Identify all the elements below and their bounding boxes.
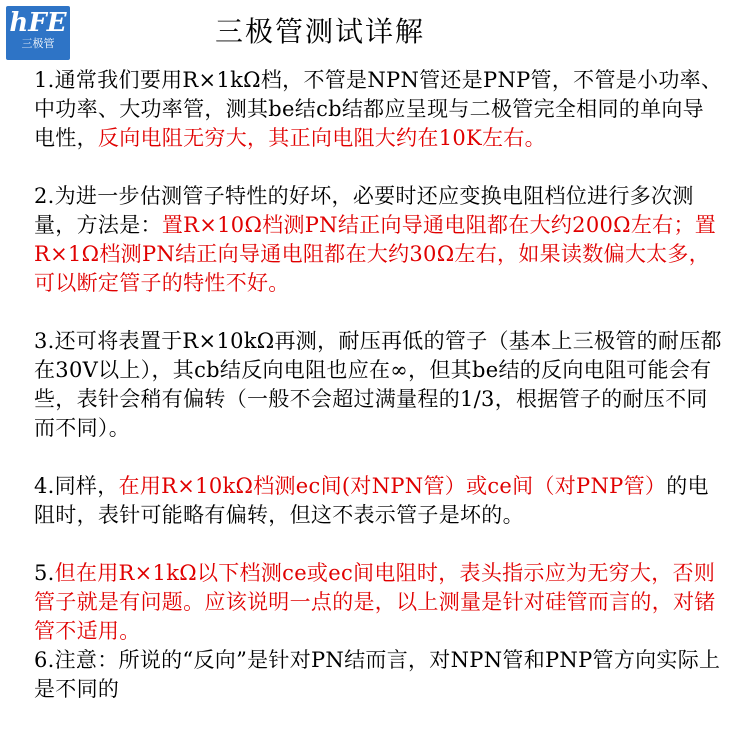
paragraph-2 <box>34 182 724 298</box>
paragraph-4-text: 4.同样， <box>34 474 119 498</box>
paragraph-1 <box>34 66 724 153</box>
paragraph-5-highlight: 但在用R×1kΩ以下档测ce或ec间电阻时，表头指示应为无穷大，否则管子就是有问题。应该说明一点的是，以上测量是针对硅管而言的，对锗管不适用。 <box>34 561 716 643</box>
paragraph-6-text: 6.注意：所说的“反向”是针对PN结而言，对NPN管和PNP管方向实际上是不同的 <box>34 648 721 701</box>
paragraph-3 <box>34 327 724 443</box>
paragraph-4-highlight: 在用R×10kΩ档测ec间(对NPN管）或ce间（对PNP管） <box>118 474 667 498</box>
logo-mark: hFE <box>9 8 67 38</box>
paragraph-1-highlight: 反向电阻无穷大，其正向电阻大约在10K左右。 <box>97 126 546 150</box>
paragraph-2-text: 2.为进一步估测管子特性的好坏，必要时还应变换电阻档位进行多次测量，方法是： <box>34 184 694 237</box>
paragraph-4-text-end: 的电阻时，表针可能略有偏转，但这不表示管子是坏的。 <box>34 474 709 527</box>
paragraph-3-text: 3.还可将表置于R×10kΩ再测，耐压再低的管子（基本上三极管的耐压都在30V以上），其cb结反向电阻也应在∞，但其be结的反向电阻可能会有些，表针会稍有偏转（一般不会超过满量程的1/3，根据管子的耐压不同而不同）。 <box>34 329 722 440</box>
article-body <box>34 66 724 704</box>
paragraph-2-highlight: 置R×10Ω档测PN结正向导通电阻都在大约200Ω左右；置R×1Ω档测PN结正向导通电阻都在大约30Ω左右，如果读数偏大太多，可以断定管子的特性不好。 <box>34 213 717 295</box>
paragraph-6 <box>34 646 724 704</box>
paragraph-1-text: 1.通常我们要用R×1kΩ档，不管是NPN管还是PNP管，不管是小功率、中功率、大功率管，测其be结cb结都应呈现与二极管完全相同的单向导电性， <box>34 68 723 150</box>
paragraph-4 <box>34 472 724 530</box>
paragraph-5 <box>34 559 724 646</box>
paragraph-5-text: 5. <box>34 561 55 585</box>
logo-subtitle: 三极管 <box>21 37 55 50</box>
page-title: 三极管测试详解 <box>214 15 425 48</box>
